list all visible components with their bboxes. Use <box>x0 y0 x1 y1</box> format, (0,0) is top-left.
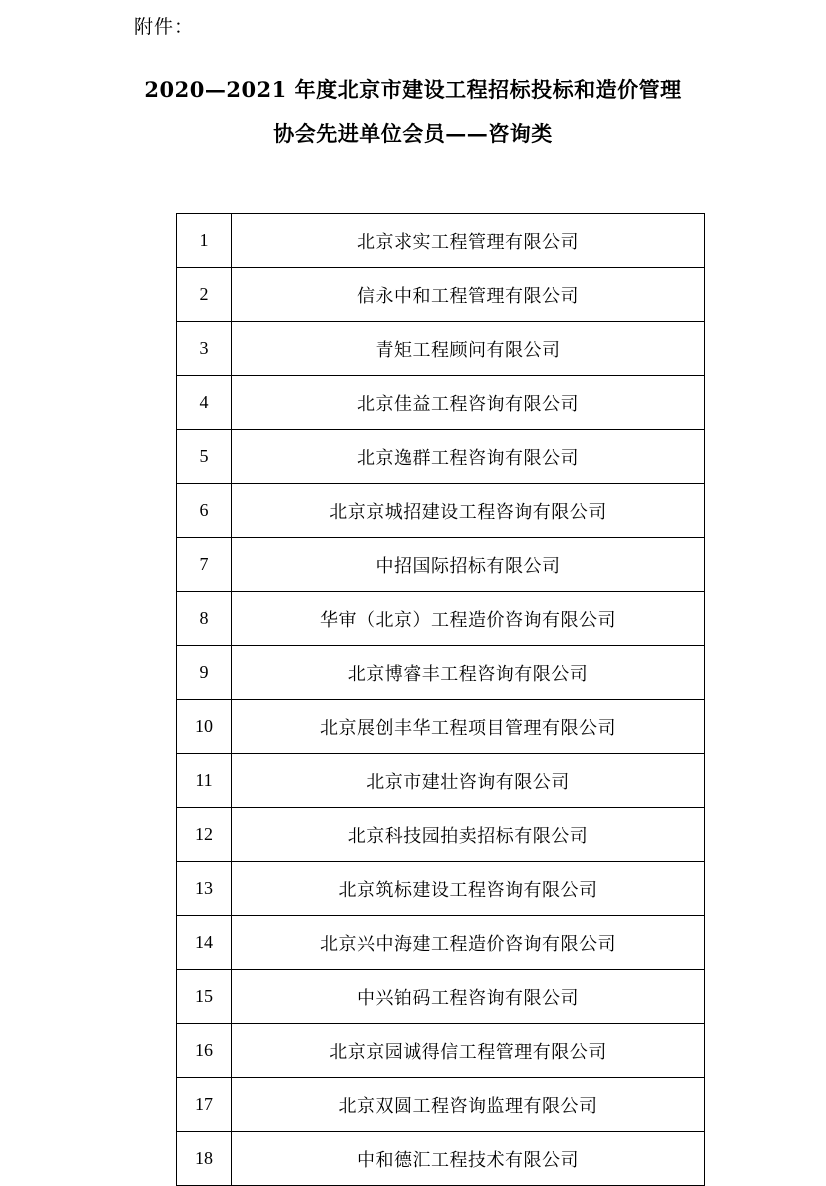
row-company-name: 华审（北京）工程造价咨询有限公司 <box>232 592 705 646</box>
page-title-line-1: 2020—2021 年度北京市建设工程招标投标和造价管理 <box>144 77 682 102</box>
row-company-name: 北京求实工程管理有限公司 <box>232 214 705 268</box>
table-row <box>177 862 705 916</box>
row-company-name: 中兴铂码工程咨询有限公司 <box>232 970 705 1024</box>
table-row <box>177 430 705 484</box>
row-index: 9 <box>177 646 232 700</box>
table-row <box>177 754 705 808</box>
row-company-name: 北京京城招建设工程咨询有限公司 <box>232 484 705 538</box>
table-row <box>177 970 705 1024</box>
row-company-name: 北京科技园拍卖招标有限公司 <box>232 808 705 862</box>
row-index: 12 <box>177 808 232 862</box>
row-company-name: 北京筑标建设工程咨询有限公司 <box>232 862 705 916</box>
member-list-table <box>176 213 705 1186</box>
table-row <box>177 538 705 592</box>
attachment-label: 附件： <box>134 16 195 38</box>
row-company-name: 北京双圆工程咨询监理有限公司 <box>232 1078 705 1132</box>
table-row <box>177 1024 705 1078</box>
table-row <box>177 322 705 376</box>
row-company-name: 北京博睿丰工程咨询有限公司 <box>232 646 705 700</box>
row-index: 16 <box>177 1024 232 1078</box>
page-title <box>113 68 713 156</box>
row-index: 11 <box>177 754 232 808</box>
row-company-name: 中和德汇工程技术有限公司 <box>232 1132 705 1186</box>
row-company-name: 北京市建壮咨询有限公司 <box>232 754 705 808</box>
row-index: 1 <box>177 214 232 268</box>
row-company-name: 北京佳益工程咨询有限公司 <box>232 376 705 430</box>
table-row <box>177 592 705 646</box>
row-index: 6 <box>177 484 232 538</box>
table-row <box>177 700 705 754</box>
row-index: 18 <box>177 1132 232 1186</box>
table-row <box>177 484 705 538</box>
row-index: 10 <box>177 700 232 754</box>
row-index: 2 <box>177 268 232 322</box>
row-index: 17 <box>177 1078 232 1132</box>
table-row <box>177 646 705 700</box>
table-row <box>177 376 705 430</box>
row-index: 5 <box>177 430 232 484</box>
table-row <box>177 268 705 322</box>
table-row <box>177 808 705 862</box>
table-row <box>177 1132 705 1186</box>
page-title-line-2: 协会先进单位会员——咨询类 <box>273 121 553 146</box>
table-row <box>177 916 705 970</box>
row-index: 3 <box>177 322 232 376</box>
row-index: 8 <box>177 592 232 646</box>
row-company-name: 青矩工程顾问有限公司 <box>232 322 705 376</box>
row-company-name: 北京兴中海建工程造价咨询有限公司 <box>232 916 705 970</box>
row-company-name: 中招国际招标有限公司 <box>232 538 705 592</box>
row-company-name: 北京展创丰华工程项目管理有限公司 <box>232 700 705 754</box>
table-row <box>177 214 705 268</box>
row-index: 15 <box>177 970 232 1024</box>
table-row <box>177 1078 705 1132</box>
row-company-name: 信永中和工程管理有限公司 <box>232 268 705 322</box>
row-index: 7 <box>177 538 232 592</box>
row-index: 13 <box>177 862 232 916</box>
row-index: 4 <box>177 376 232 430</box>
row-company-name: 北京京园诚得信工程管理有限公司 <box>232 1024 705 1078</box>
row-index: 14 <box>177 916 232 970</box>
row-company-name: 北京逸群工程咨询有限公司 <box>232 430 705 484</box>
member-list-body <box>177 214 705 1186</box>
